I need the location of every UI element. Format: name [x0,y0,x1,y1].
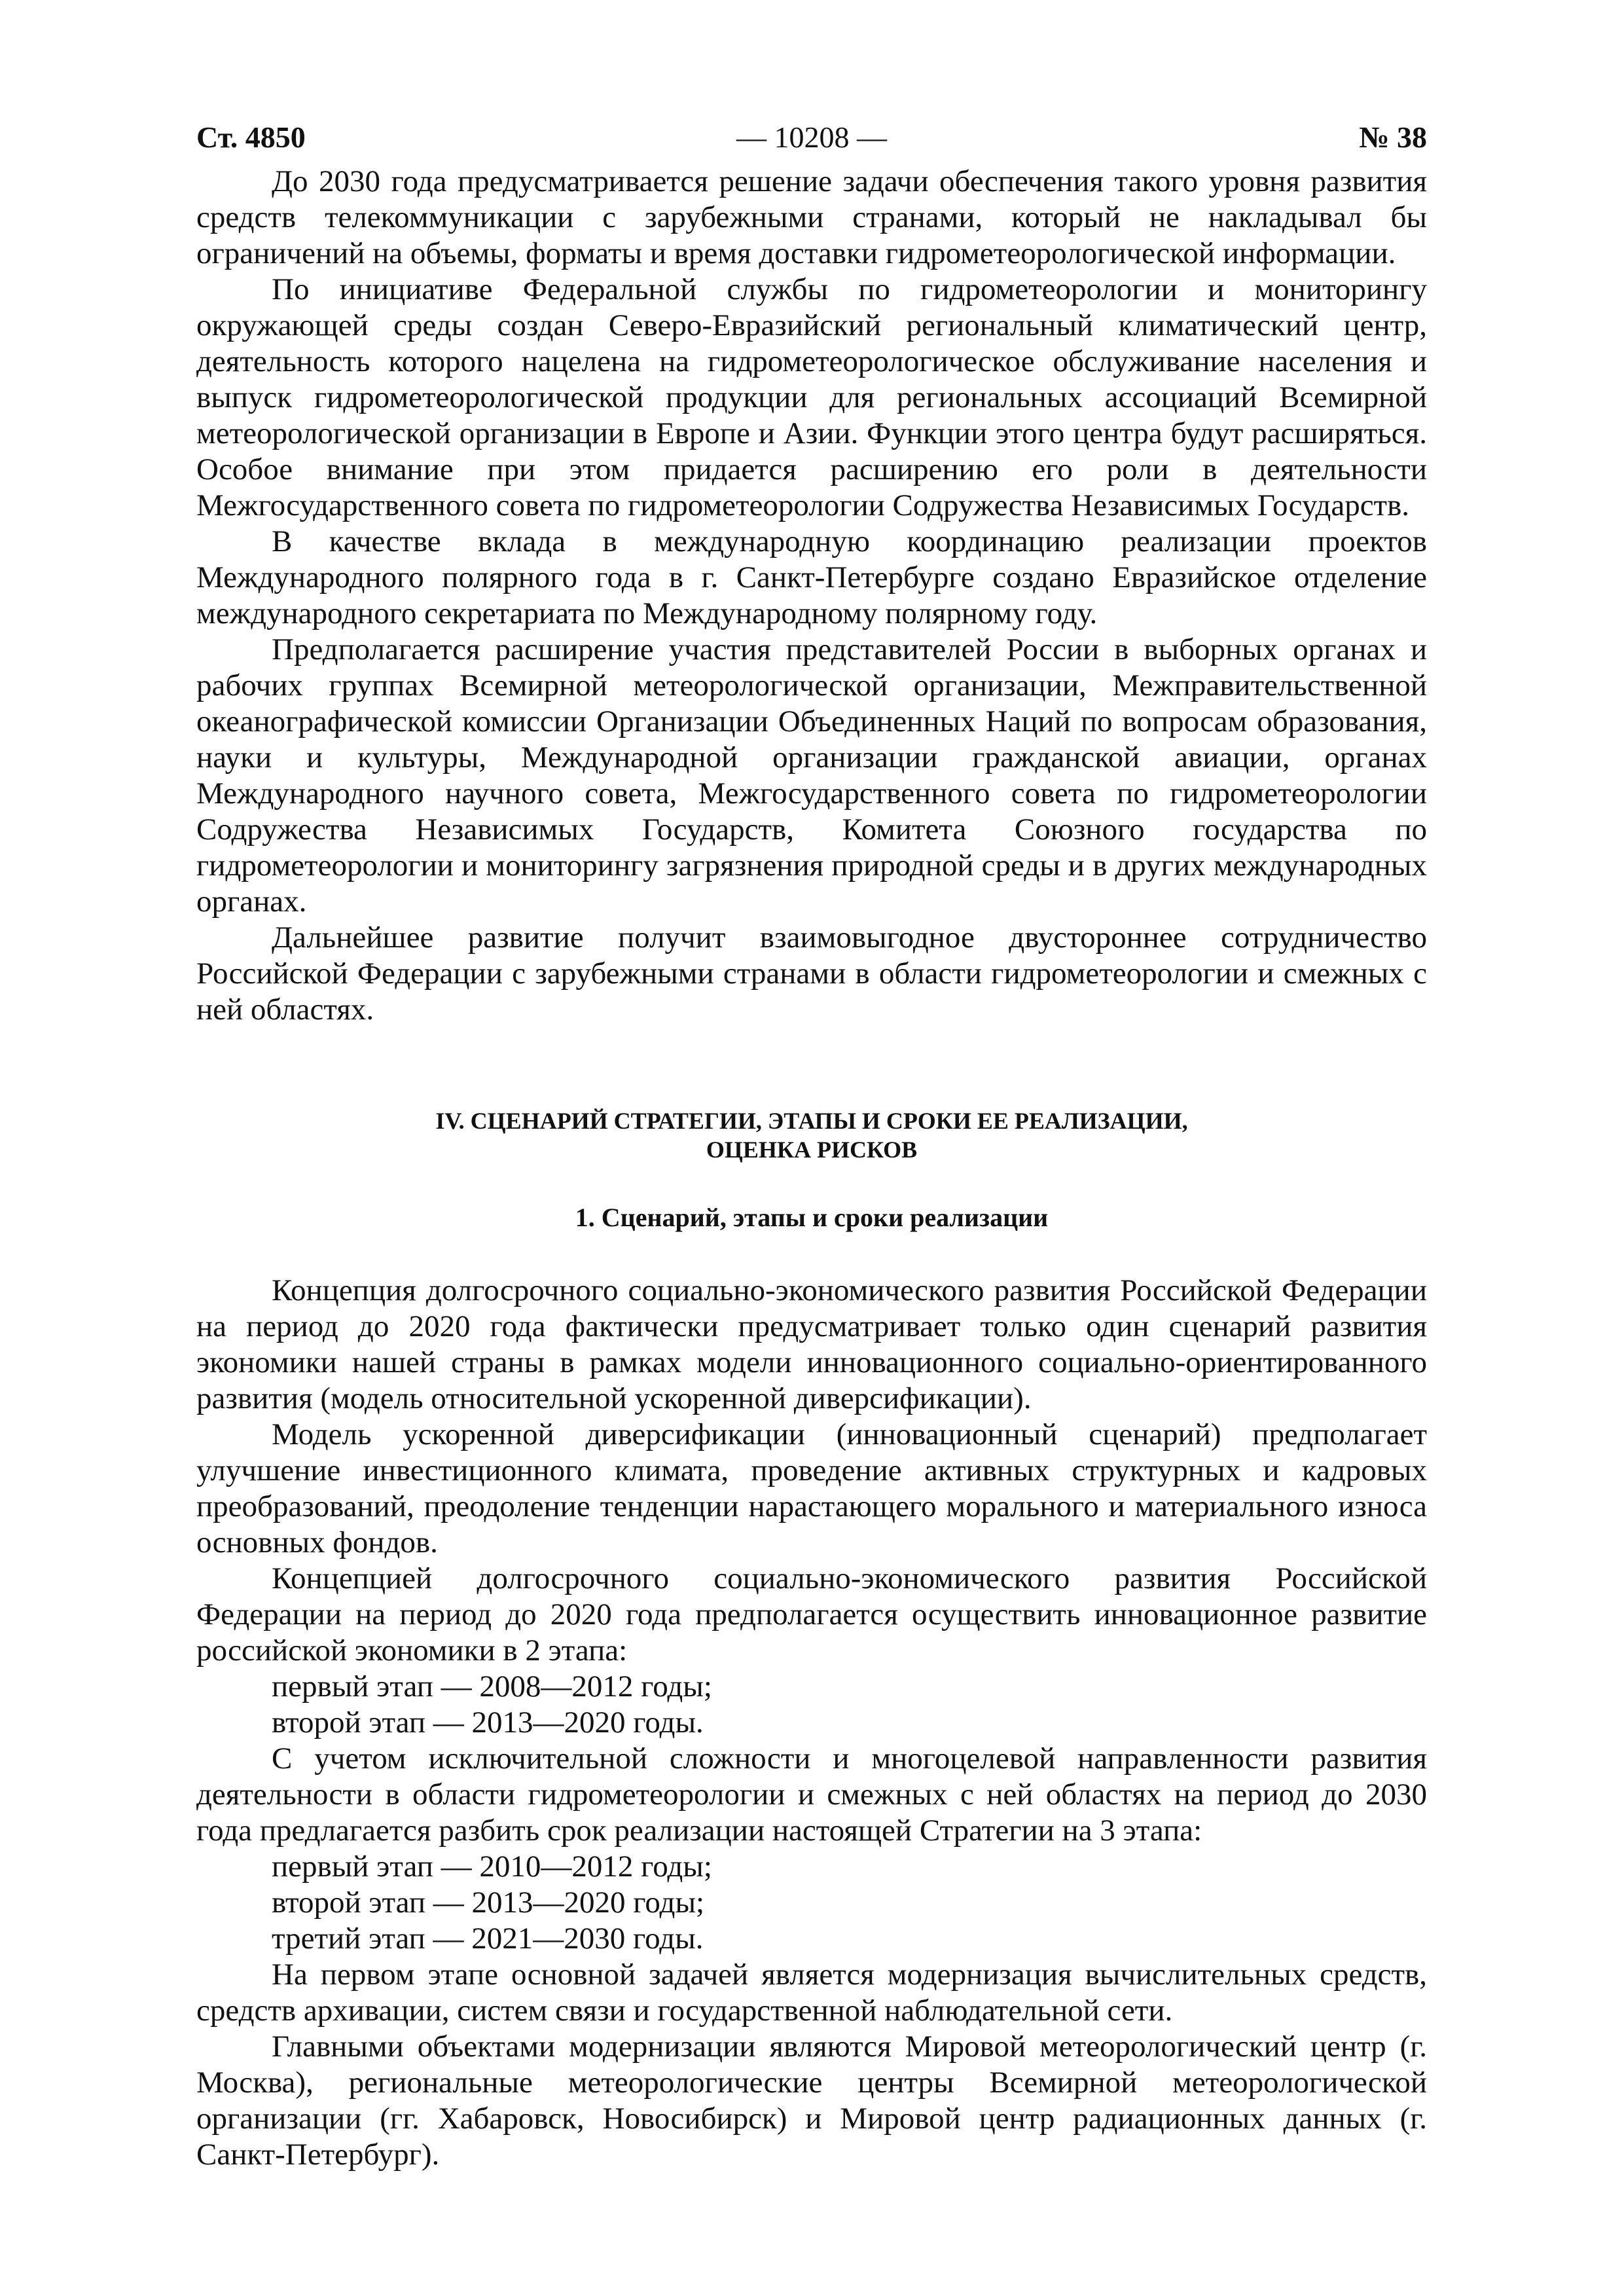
document-page [196,111,1427,2173]
paragraph: С учетом исключительной сложности и многоцелевой направленности развития деятельности в области гидрометеорологии и смежных с ней областях на период до 2030 года предлагается разбить срок реализации настоящей Стратегии на 3 этапа: [196,1741,1427,1848]
stage-item: третий этап — 2021—2030 годы. [272,1922,704,1956]
paragraph: По инициативе Федеральной службы по гидрометеорологии и мониторингу окружающей среды создан Северо-Евразийский региональный климатический центр, деятельность которого нацелена на гидрометеорологическое обслуживание населения и выпуск гидрометеорологической продукции для региональных ассоциаций Всемирной метеорологической организации в Европе и Азии. Функции этого центра будут расширяться. Особое внимание при этом придается расширению его роли в деятельности Межгосударственного совета по гидрометеорологии Содружества Независимых Государств. [196,272,1427,522]
paragraph: Модель ускоренной диверсификации (инновационный сценарий) предполагает улучшение инвестиционного климата, проведение активных структурных и кадровых преобразований, преодоление тенденции нарастающего морального и материального износа основных фондов. [196,1417,1427,1559]
chapter-heading-line-2: ОЦЕНКА РИСКОВ [706,1137,918,1163]
section-international-cooperation [196,164,1427,1028]
chapter-heading [196,1106,1427,1164]
paragraph: Предполагается расширение участия представителей России в выборных органах и рабочих группах Всемирной метеорологической организации, Межправительственной океанографической комиссии Организации Объединенных Наций по вопросам образования, науки и культуры, Международной организации гражданской авиации, органах Международного научного совета, Межгосударственного совета по гидрометеорологии Содружества Независимых Государств, Комитета Союзного государства по гидрометеорологии и мониторингу загрязнения природной среды и в других международных органах. [196,632,1427,919]
page-number: — 10208 — [736,120,887,154]
stage-item: второй этап — 2013—2020 годы; [272,1886,705,1920]
issue-number: № 38 [1359,120,1427,154]
subsection-heading: 1. Сценарий, этапы и сроки реализации [575,1203,1049,1232]
page-header [196,111,1427,164]
stage-item: первый этап — 2010—2012 годы; [272,1850,712,1884]
stage-item: второй этап — 2013—2020 годы. [272,1705,704,1740]
paragraph: Главными объектами модернизации являются Мировой метеорологический центр (г. Москва), региональные метеорологические центры Всемирной метеорологической организации (гг. Хабаровск, Новосибирск) и Мировой центр радиационных данных (г. Санкт-Петербург). [196,2030,1427,2172]
paragraph: В качестве вклада в международную координацию реализации проектов Международного полярного года в г. Санкт-Петербурге создано Евразийское отделение международного секретариата по Международному полярному году. [196,524,1427,630]
chapter-heading-line-1: IV. СЦЕНАРИЙ СТРАТЕГИИ, ЭТАПЫ И СРОКИ ЕЕ РЕАЛИЗАЦИИ, [435,1108,1188,1134]
paragraph: Концепцией долгосрочного социально-экономического развития Российской Федерации на период до 2020 года предполагается осуществить инновационное развитие российской экономики в 2 этапа: [196,1561,1427,1667]
paragraph: Концепция долгосрочного социально-экономического развития Российской Федерации на период до 2020 года фактически предусматривает только один сценарий развития экономики нашей страны в рамках модели инновационного социально-ориентированного развития (модель относительной ускоренной диверсификации). [196,1273,1427,1415]
article-number: Ст. 4850 [196,120,306,154]
paragraph: На первом этапе основной задачей является модернизация вычислительных средств, средств архивации, систем связи и государственной наблюдательной сети. [196,1958,1427,2028]
paragraph: До 2030 года предусматривается решение задачи обеспечения такого уровня развития средств телекоммуникации с зарубежными странами, который не накладывал бы ограничений на объемы, форматы и время доставки гидрометеорологической информации. [196,164,1427,270]
section-scenario-stages [196,1273,1427,2173]
stage-item: первый этап — 2008—2012 годы; [272,1669,712,1704]
paragraph: Дальнейшее развитие получит взаимовыгодное двустороннее сотрудничество Российской Федерации с зарубежными странами в области гидрометеорологии и смежных с ней областях. [196,920,1427,1027]
